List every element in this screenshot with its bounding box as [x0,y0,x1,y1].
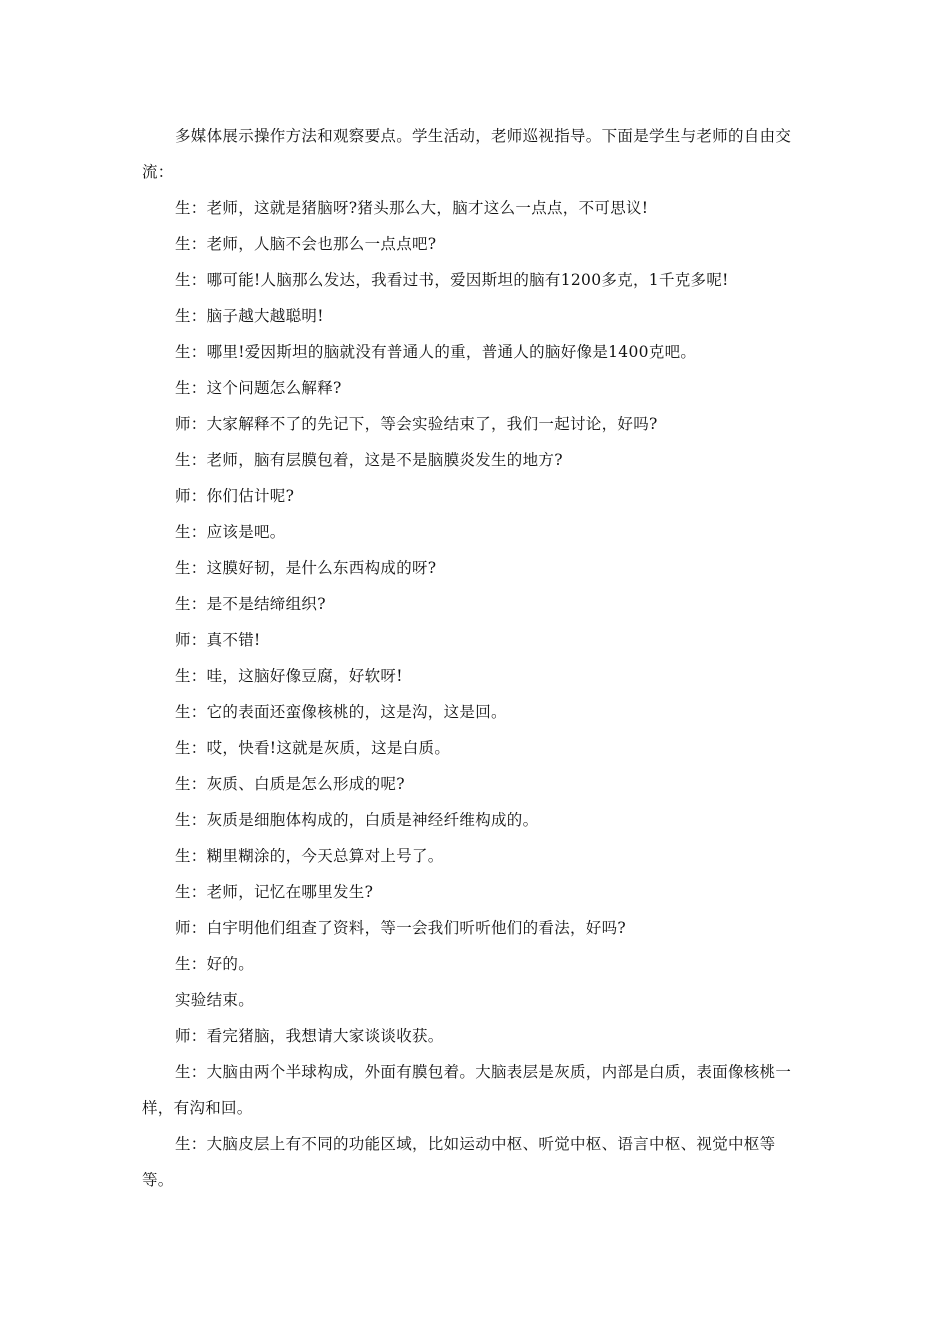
dialogue-line: 生：哪里!爱因斯坦的脑就没有普通人的重，普通人的脑好像是1400克吧。 [175,343,697,361]
dialogue-line: 师：真不错! [175,631,261,649]
dialogue-line: 生：这个问题怎么解释? [175,379,342,397]
dialogue-line: 生：老师，人脑不会也那么一点点吧? [175,235,437,253]
dialogue-line: 师：白宇明他们组查了资料，等一会我们听听他们的看法，好吗? [175,919,627,937]
paragraph-intro: 多媒体展示操作方法和观察要点。学生活动，老师巡视指导。下面是学生与老师的自由交流： [142,127,792,181]
dialogue-line: 生：老师，记忆在哪里发生? [175,883,374,901]
dialogue-line: 生：糊里糊涂的，今天总算对上号了。 [175,847,444,865]
dialogue-line: 生：大脑由两个半球构成，外面有膜包着。大脑表层是灰质，内部是白质，表面像核桃一样，有沟和回。 [142,1063,792,1117]
dialogue-line: 师：你们估计呢? [175,487,295,505]
dialogue-line: 生：应该是吧。 [175,523,286,541]
document-body [142,118,802,1198]
dialogue-line: 生：大脑皮层上有不同的功能区域，比如运动中枢、听觉中枢、语言中枢、视觉中枢等等。 [142,1135,776,1189]
dialogue-line: 生：哎，快看!这就是灰质，这是白质。 [175,739,451,757]
narration-line: 实验结束。 [175,991,255,1009]
dialogue-line: 生：哇，这脑好像豆腐，好软呀! [175,667,403,685]
dialogue-line: 生：老师，脑有层膜包着，这是不是脑膜炎发生的地方? [175,451,563,469]
dialogue-line: 生：它的表面还蛮像核桃的，这是沟，这是回。 [175,703,507,721]
dialogue-line: 生：是不是结缔组织? [175,595,326,613]
dialogue-line: 生：灰质、白质是怎么形成的呢? [175,775,405,793]
dialogue-line: 师：大家解释不了的先记下，等会实验结束了，我们一起讨论，好吗? [175,415,658,433]
dialogue-line: 生：脑子越大越聪明! [175,307,324,325]
dialogue-line: 生：好的。 [175,955,255,973]
dialogue-line: 师：看完猪脑，我想请大家谈谈收获。 [175,1027,444,1045]
dialogue-line: 生：这膜好韧，是什么东西构成的呀? [175,559,437,577]
dialogue-line: 生：灰质是细胞体构成的，白质是神经纤维构成的。 [175,811,539,829]
dialogue-line: 生：哪可能!人脑那么发达，我看过书，爱因斯坦的脑有1200多克，1千克多呢! [175,271,729,289]
dialogue-line: 生：老师，这就是猪脑呀?猪头那么大，脑才这么一点点，不可思议! [175,199,649,217]
